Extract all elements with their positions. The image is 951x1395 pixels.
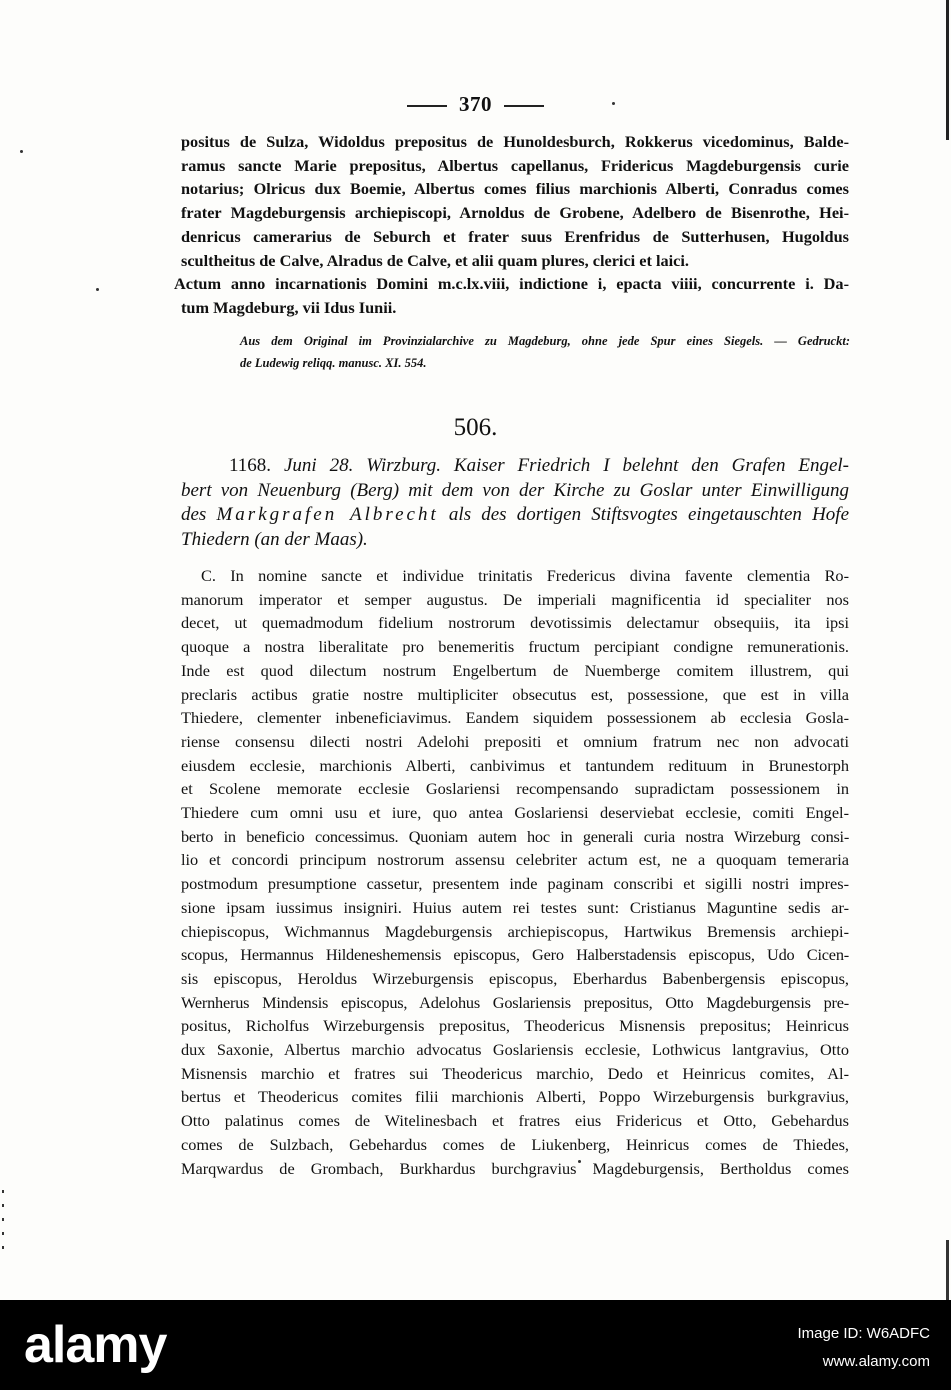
alamy-logo: alamy <box>24 1316 167 1374</box>
regest <box>181 454 849 552</box>
text-line: Inde est quod dilectum nostrum Engelbertum de Nuemberge comitem illustrem, qui <box>181 660 849 680</box>
text-line: chiepiscopus, Wichmannus Magdeburgensis archiepiscopus, Hartwikus Bremensis archiepi- <box>181 921 849 941</box>
regest-text: als des dortigen Stiftsvogtes eingetauschten Hofe <box>438 504 850 526</box>
text-line: Thiedere, clementer inbeneficiavimus. Eandem siquidem possessionem ab ecclesia Gosla- <box>181 708 849 728</box>
text-line: notarius; Olricus dux Boemie, Albertus comes filius marchionis Alberti, Conradus comes <box>181 179 849 199</box>
text-line: tum Magdeburg, vii Idus Iunii. <box>181 297 397 317</box>
text-line: ramus sancte Marie prepositus, Albertus capellanus, Fridericus Magdeburgensis curie <box>181 155 849 175</box>
text-line: et Scolene memorate ecclesie Goslariensi recompensando supradictam possessionem in <box>181 779 849 799</box>
text-line: riense consensu dilecti nostri Adelohi prepositi et omnium fratrum nec non advocati <box>181 731 849 751</box>
text-line: sis episcopus, Heroldus Wirzeburgensis episcopus, Eberhardus Babenbergensis episcopus, <box>181 968 849 988</box>
text-line: Actum anno incarnationis Domini m.c.lx.viii, indictione i, epacta viiii, concurrente i. Da- <box>174 274 849 294</box>
text-line: positus, Richolfus Wirzeburgensis prepositus, Theodericus Misnensis prepositus; Heinricus <box>181 1016 849 1036</box>
regest-line <box>181 479 849 504</box>
stock-watermark-band <box>0 1300 951 1390</box>
scan-speck <box>96 288 99 291</box>
text-line: denricus camerarius de Seburch et frater suus Erenfridus de Sutterhusen, Hugoldus <box>181 226 849 246</box>
regest-text: Thiedern (an der Maas). <box>181 528 368 550</box>
scan-edge-right <box>946 0 949 1300</box>
text-line: eiusdem ecclesie, marchionis Alberti, canbivimus et tantundem redituum in Brunestorph <box>181 755 849 775</box>
scan-edge-left <box>2 1190 4 1260</box>
text-line: manorum imperator et semper augustus. De imperiali magnificentia id specialiter nos <box>181 589 849 609</box>
watermark-url: www.alamy.com <box>822 1353 930 1370</box>
text-line: positus de Sulza, Widoldus prepositus de Hunoldesburch, Rokkerus vicedominus, Balde- <box>181 132 849 151</box>
continuation-text <box>174 130 849 320</box>
text-line: quoque a nostra liberalitate pro benemeritis fructum percipiant condigne remunerationis. <box>181 637 849 657</box>
text-line: postmodum presumptione cassetur, presentem inde paginam conscribi et sigilli nostri impres- <box>181 874 849 894</box>
regest-year: 1168. <box>229 455 284 476</box>
scan-speck <box>20 150 23 153</box>
regest-line <box>181 503 849 528</box>
image-id-label: Image ID: W6ADFC <box>797 1325 930 1342</box>
text-line: frater Magdeburgensis archiepiscopi, Arnoldus de Grobene, Adelbero de Bisenrothe, Hei- <box>181 203 849 223</box>
regest-spaced-name: Markgrafen Albrecht <box>216 504 439 526</box>
note-line: de Ludewig reliqq. manusc. XI. 554. <box>240 356 427 370</box>
watermark-graphic <box>0 1300 951 1390</box>
text-line: Wernherus Mindensis episcopus, Adelohus Goslariensis prepositus, Otto Magdeburgensis pre- <box>181 992 849 1012</box>
regest-text: bert von Neuenburg (Berg) mit dem von der Kirche zu Goslar unter Einwilligung <box>181 479 849 501</box>
charter-text <box>181 564 849 1180</box>
source-note <box>240 330 850 374</box>
text-line: preclaris actibus gratie nostre multipliciter obsecutus est, possessione, que est in villa <box>181 684 849 704</box>
text-line: lio et concordi principum nostrorum assensu celebriter actum est, ne a quoquam temeraria <box>181 850 849 870</box>
text-line: decet, ut quemadmodum fidelium nostrorum devotissimis delectamur obsequiis, ita ipsi <box>181 613 849 633</box>
text-line: comes de Sulzbach, Gebehardus comes de Liukenberg, Heinricus comes de Thiedes, <box>181 1134 849 1154</box>
text-line: berto in beneficio concessimus. Quoniam autem hoc in generali curia nostra Wirzeburg consi- <box>181 826 849 846</box>
text-line: Otto palatinus comes de Witelinesbach et fratres eius Fridericus et Otto, Gebehardus <box>181 1111 849 1131</box>
text-line: sione ipsam iussimus insigniri. Huius autem rei testes sunt: Cristianus Maguntine sedis ar- <box>181 897 849 917</box>
text-line: bertus et Theodericus comites filii marchionis Alberti, Poppo Wirzeburgensis burkgravius, <box>181 1087 849 1107</box>
header-dash <box>407 105 447 107</box>
text-line: scopus, Hermannus Hildeneshemensis episcopus, Gero Halberstadensis episcopus, Udo Cicen- <box>181 945 849 965</box>
document-number: 506. <box>453 414 498 441</box>
regest-line <box>181 454 849 479</box>
text-line: Thiedere cum omni usu et iure, quo antea Goslariensi deserviebat ecclesie, comiti Engel- <box>181 803 849 823</box>
header-dash <box>504 105 544 107</box>
text-line: dux Saxonie, Albertus marchio advocatus Goslariensis ecclesie, Lothwicus lantgravius, Otto <box>181 1040 849 1060</box>
page-number: 370 <box>459 92 492 116</box>
text-line: C. In nomine sancte et individue trinitatis Fredericus divina favente clementia Ro- <box>201 566 849 585</box>
text-line: Misnensis marchio et fratres sui Theodericus marchio, Dedo et Heinricus comites, Al- <box>181 1063 849 1083</box>
text-line: Marqwardus de Grombach, Burkhardus burchgravius Magdeburgensis, Bertholdus comes <box>181 1158 849 1178</box>
text-line: scultheitus de Calve, Alradus de Calve, et alii quam plures, clerici et laici. <box>181 250 690 270</box>
regest-text: Juni 28. Wirzburg. Kaiser Friedrich I belehnt den Grafen Engel- <box>283 455 849 476</box>
regest-text: des <box>181 504 217 526</box>
regest-line <box>181 528 849 553</box>
note-line: Aus dem Original im Provinzialarchive zu Magdeburg, ohne jede Spur eines Siegels. — Gedruckt: <box>240 334 850 348</box>
page-header <box>0 92 951 117</box>
